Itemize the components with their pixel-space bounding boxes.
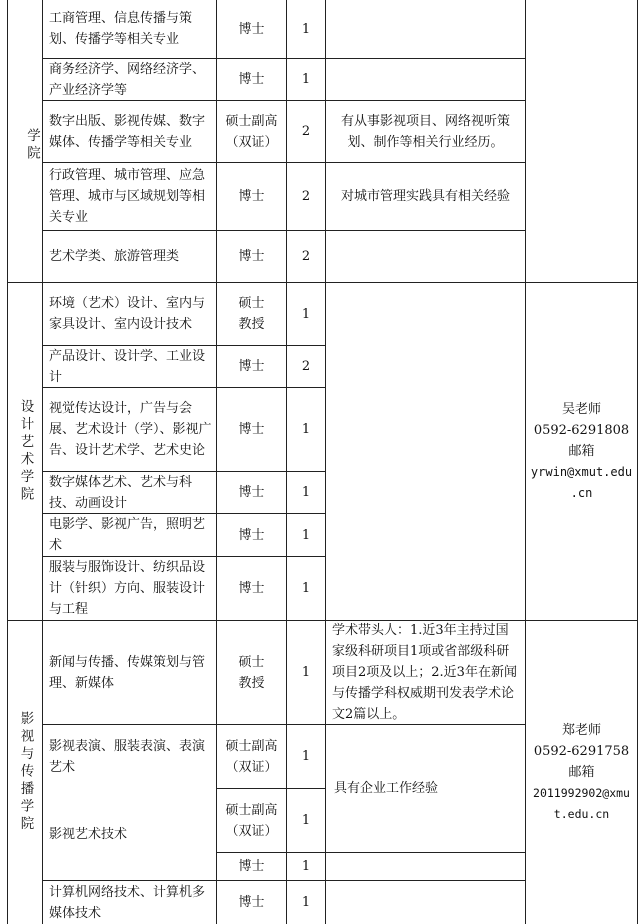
count-cell: 2 bbox=[301, 359, 311, 374]
major-cell: 数字出版、影视传媒、数字媒体、传播学等相关专业 bbox=[49, 113, 206, 150]
degree-cell: 博士 bbox=[238, 249, 265, 264]
count-cell: 2 bbox=[301, 124, 311, 139]
major-cell: 计算机网络技术、计算机多媒体技术 bbox=[49, 884, 206, 921]
count-cell: 1 bbox=[301, 749, 311, 764]
count-cell: 2 bbox=[301, 189, 311, 204]
requirement-cell: 有从事影视项目、网络视听策划、制作等相关行业经历。 bbox=[340, 113, 510, 150]
contact-email-cont[interactable]: t.edu.cn bbox=[553, 807, 610, 821]
degree-cell: 博士 bbox=[238, 895, 265, 910]
contact-email-label: 邮箱 bbox=[568, 444, 595, 459]
count-cell: 1 bbox=[301, 581, 311, 596]
degree-cell: 博士 bbox=[238, 359, 265, 374]
degree-cell: 博士 bbox=[238, 422, 265, 437]
count-cell: 1 bbox=[301, 306, 311, 322]
major-cell: 数字媒体艺术、艺术与科技、动画设计 bbox=[49, 474, 193, 511]
contact-email[interactable]: yrwin@xmut.edu bbox=[530, 465, 633, 479]
count-cell: 1 bbox=[301, 422, 311, 437]
college-name-3: 影视与传播学院 bbox=[17, 711, 34, 834]
contact-name: 郑老师 bbox=[561, 723, 601, 738]
count-cell: 1 bbox=[301, 895, 311, 910]
major-cell: 影视艺术技术 bbox=[49, 827, 128, 842]
count-cell: 1 bbox=[301, 21, 311, 37]
college-name-1: 学院 bbox=[24, 127, 40, 163]
count-cell: 1 bbox=[301, 859, 311, 874]
count-cell: 1 bbox=[301, 72, 311, 87]
contact-email-cont[interactable]: .cn bbox=[570, 486, 593, 500]
contact-info-film bbox=[526, 621, 637, 924]
contact-email[interactable]: 2011992902@xmu bbox=[533, 786, 630, 800]
degree-cell: 博士 bbox=[238, 859, 265, 874]
major-cell: 视觉传达设计，广告与会展、艺术设计（学）、影视广告、设计艺术学、艺术史论 bbox=[49, 401, 212, 458]
major-cell: 环境（艺术）设计、室内与家具设计、室内设计技术 bbox=[49, 296, 206, 332]
major-cell: 商务经济学、网络经济学、产业经济学等 bbox=[49, 61, 206, 98]
count-cell: 2 bbox=[301, 249, 311, 264]
count-cell: 1 bbox=[301, 527, 311, 543]
contact-phone: 0592-6291758 bbox=[533, 744, 630, 759]
requirement-cell: 学术带头人：1.近3年主持过国家级科研项目1项或省部级科研项目2项及以上；2.近3年在新闻与传播学科权威期刊发表学术论文2篇以上。 bbox=[332, 623, 517, 722]
count-cell: 1 bbox=[301, 813, 311, 828]
count-cell: 1 bbox=[301, 665, 311, 680]
degree-cell: 硕士教授 bbox=[238, 654, 265, 691]
contact-name: 吴老师 bbox=[561, 402, 601, 417]
major-cell: 工商管理、信息传播与策划、传播学等相关专业 bbox=[49, 11, 193, 47]
degree-cell: 硕士副高（双证） bbox=[225, 113, 278, 150]
degree-cell: 博士 bbox=[238, 581, 265, 596]
count-cell: 1 bbox=[301, 485, 311, 500]
degree-cell: 博士 bbox=[238, 485, 265, 500]
degree-cell: 博士 bbox=[238, 72, 265, 87]
major-cell: 艺术学类、旅游管理类 bbox=[49, 249, 180, 264]
requirement-cell: 对城市管理实践具有相关经验 bbox=[340, 189, 510, 204]
degree-cell: 博士 bbox=[238, 21, 265, 37]
degree-cell: 硕士教授 bbox=[238, 296, 265, 332]
major-cell: 行政管理、城市管理、应急管理、城市与区域规划等相关专业 bbox=[49, 168, 206, 225]
degree-cell: 硕士副高（双证） bbox=[225, 802, 278, 839]
requirement-cell-shared: 具有企业工作经验 bbox=[334, 781, 439, 796]
major-cell: 新闻与传播、传媒策划与管理、新媒体 bbox=[49, 654, 206, 691]
contact-info-design bbox=[526, 283, 637, 620]
contact-phone: 0592-6291808 bbox=[533, 423, 630, 438]
major-cell: 产品设计、设计学、工业设计 bbox=[49, 348, 206, 385]
college-name-2: 设计艺术学院 bbox=[17, 399, 34, 504]
degree-cell: 博士 bbox=[238, 527, 265, 543]
major-cell: 影视表演、服装表演、表演艺术 bbox=[49, 738, 206, 775]
contact-email-label: 邮箱 bbox=[568, 765, 595, 780]
major-cell: 电影学、影视广告，照明艺术 bbox=[49, 517, 206, 553]
degree-cell: 博士 bbox=[238, 189, 265, 204]
degree-cell: 硕士副高（双证） bbox=[225, 738, 278, 775]
major-cell: 服装与服饰设计、纺织品设计（针织）方向、服装设计与工程 bbox=[49, 560, 206, 617]
